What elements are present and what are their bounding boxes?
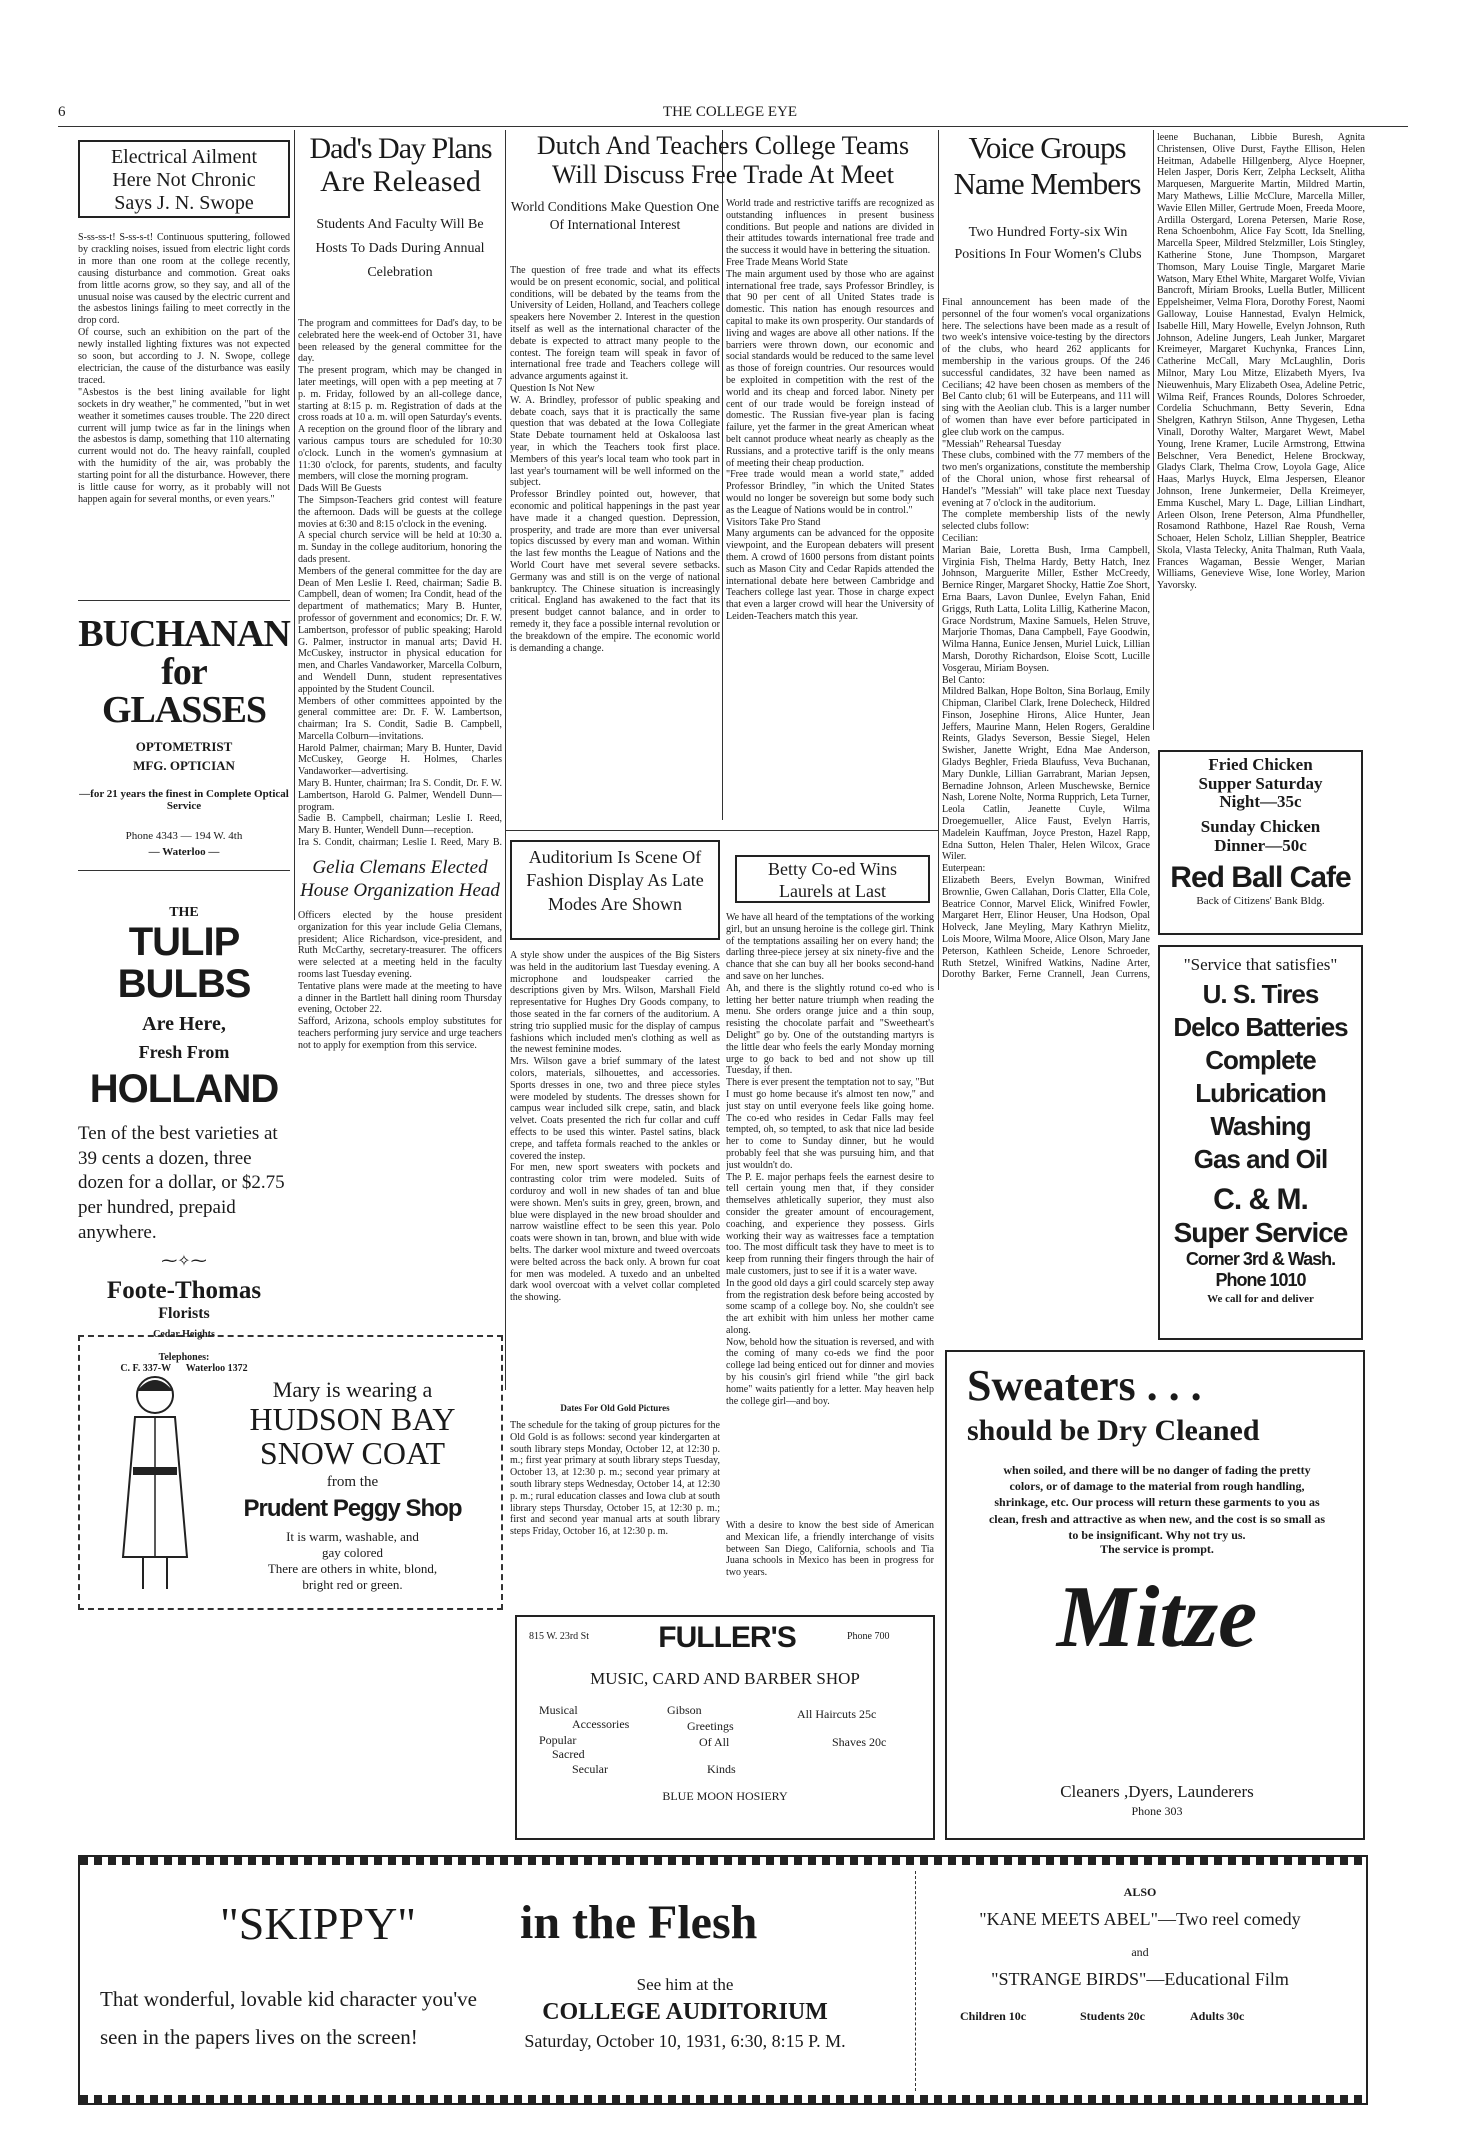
fullers-musical: Musical: [539, 1703, 578, 1717]
mitze-ad: [945, 1350, 1365, 1840]
buchanan-l1: OPTOMETRIST: [135, 739, 233, 754]
betty-headline: [735, 855, 930, 903]
fullers-ofall: Of All: [699, 1735, 730, 1749]
cm-addr: Corner 3rd & Wash.: [1185, 1248, 1336, 1269]
cm-l1: U. S. Tires: [1202, 978, 1319, 1009]
tulip-firm: Foote-Thomas: [106, 1277, 262, 1305]
cm-name: C. & M.: [1213, 1182, 1308, 1216]
skippy-also: ALSO: [1123, 1885, 1157, 1899]
oldgold-body: The schedule for the taking of group pictures for the Old Gold is as follows: second year kindergarten at south library steps Monday, October 12, at 12:30 p. m.; first year primary at south library steps Tuesday, October 13, at 12:30 p. m.; second year primary at south library steps Wednesday, October 14, at 12:30 p. m.; rural education classes and Iowa club at south library steps Thursday, October 15, at 12:30 p. m.; first and second year manual arts at south library steps Friday, October 16, at 12:30 p. m.: [510, 1420, 720, 1538]
fullers-phone: Phone 700: [847, 1631, 890, 1642]
electrical-h1: Electrical Ailment: [110, 146, 258, 168]
buchanan-l3: —for 21 years the finest in Complete Optical Service: [79, 788, 289, 812]
tulip-title: TULIP BULBS: [117, 920, 251, 1006]
hudson-l1: Mary is wearing a: [272, 1377, 433, 1402]
cm-call: We call for and deliver: [1207, 1292, 1314, 1305]
skippy-students: Students 20c: [1080, 2009, 1146, 2023]
voice-h1: Voice Groups: [968, 130, 1126, 165]
dutch-sub: World Conditions Make Question One Of International Interest: [510, 199, 720, 233]
oldgold-title: Dates For Old Gold Pictures: [560, 1403, 670, 1413]
redball-l1: Fried Chicken: [1208, 755, 1313, 774]
tulip-ad: THE TULIP BULBS Are Here, Fresh From HOLLAND Ten of the best varieties at 39 cents a dozen, three dozen for a dollar, or $2.75 per hundred, prepaid anywhere. ⁓✧⁓ Foote-Thomas Florists Cedar Heights Telephones: C. F. 337-W Waterloo 1372: [78, 905, 290, 1295]
dads-body: The program and committees for Dad's day, to be celebrated here the week-end of October 31, have been released by the general committee for the day. The present program, which may be changed in later meetings, will open with a pep meeting at 7 p. m. Friday, followed by an all-college dance, starting at 8:15 p. m. Registration of dads at the cross roads at 10 a. m. will open Saturday's events. A reception on the ground floor of the library and various campus tours are scheduled for 10:30 o'clock. Lunch in the women's gymnasium at 11:30 o'clock, for parents, students, and faculty members, will close the morning program. Dads Will Be Guests The Simpson-Teachers grid contest will feature the afternoon. Dads will be guests at the college movies at 6:30 and 8:15 o'clock in the evening. A special church service will be held at 10:30 a. m. Sunday in the college auditorium, honoring the dads present. Members of the general committee for the day are Dean of Men Leslie I. Reed, chairman; Sadie B. Campbell, dean of women; Ira Condit, head of the department of mathematics; Mary B. Hunter, professor of government and economics; Dr. F. W. Lambertson, professor of public speaking; Harold G. Palmer, instructor in manual arts; David H. McCuskey, instructor in physical education for men, and Charles Vandaworker, Marcella Colburn, and Wendell Dunn, student representatives appointed by the Student Council. Members of other committees appointed by the general committee are: Dr. F. W. Lambertson, chairman; Ira S. Condit, Sadie B. Campbell, Marcella Colburn—invitations. Harold Palmer, chairman; Mary B. Hunter, David McCuskey, George H. Holmes, Charles Vandaworker—advertising. Mary B. Hunter, chairman; Ira S. Condit, Dr. F. W. Lambertson, Harold G. Palmer, Wendell Dunn—program. Sadie B. Campbell, chairman; Leslie I. Reed, Mary B. Hunter, Wendell Dunn—reception. Ira S. Condit, chairman; Leslie I. Reed, Mary B.: [298, 318, 502, 848]
hudson-b1: It is warm, washable, and: [286, 1529, 419, 1545]
cm-l3: Complete: [1205, 1044, 1316, 1075]
tulip-the: THE: [169, 905, 199, 920]
fullers-addr: 815 W. 23rd St: [529, 1631, 590, 1642]
fullers-secular: Secular: [572, 1762, 608, 1776]
hudson-l3: SNOW COAT: [259, 1434, 446, 1471]
fullers-accessories: Accessories: [572, 1717, 630, 1731]
cm-svc: Super Service: [1173, 1216, 1348, 1248]
cm-phone: Phone 1010: [1215, 1269, 1306, 1290]
fullers-kinds: Kinds: [707, 1762, 736, 1776]
redball-ad: [1158, 750, 1363, 935]
tulip-are: Are Here,: [142, 1013, 226, 1035]
mitze-tag: Cleaners ,Dyers, Launderers: [1060, 1782, 1254, 1801]
hudson-b2: gay colored: [321, 1545, 383, 1561]
cm-l4: Lubrication: [1195, 1077, 1326, 1108]
electrical-h3: Says J. N. Swope: [114, 192, 254, 214]
mitze-body: when soiled, and there will be no danger of fading the pretty colors, or of damage to the material from rough handling, shrinkage, etc. Our process will return these garments to you as clean, fresh and attractive as when new, and the cost is so small as to be insignificant. Why not try us.: [988, 1463, 1326, 1542]
tulip-holland: HOLLAND: [89, 1067, 279, 1111]
auditorium-h3: Modes Are Shown: [548, 893, 682, 914]
mitze-logo: Mitze: [1056, 1569, 1258, 1666]
dutch-body-1: The question of free trade and what its effects would be on present economic, social, and political conditions, will be debated by the teams from the University of Leiden, Holland, and Teachers college speakers here November 2. Interest in the question itself as well as the international character of the debate is expected to attract many people to the contest. The foreign team will speak in favor of international free trade and Teachers college will advance arguments against it. Question Is Not New W. A. Brindley, professor of public speaking and debate coach, says that it is practically the same question that was debated at the Iowa Collegiate State Debate tournament held at Oskaloosa last year, in which the Teachers took first place. Members of this year's local team who took part in last year's tournament will be well informed on the subject. Professor Brindley pointed out, however, that economic and political happenings in the past year have made it a changed question. Depression, prosperity, and trade are more than ever universal topics discussed by every man and woman. Within the last few months the League of Nations and the World Court have met several severe setbacks. Germany was and still is on the verge of national bankruptcy. The Chinese situation is increasingly critical. England has awakened to the fact that its present budget cannot balance, and in order to remedy it, they face a possible internal revolution or the breakdown of the empire. The economic world is demanding a change.: [510, 265, 720, 654]
hudson-l2: HUDSON BAY: [249, 1401, 456, 1437]
dutch-body-2: World trade and restrictive tariffs are recognized as outstanding influences in present business conditions. But people and nations are divided in their attitudes towards international free trade and the success it would have in bettering the situation. Free Trade Means World State The main argument used by those who are against international free trade, says Professor Brindley, is that 90 per cent of all United States trade is domestic. This nation has enough resources and capital to make its own prosperity. Our standards of living and wages are above all other nations. If the barriers were thrown down, our economic and social standards would be reduced to the same level as those of foreign countries. Our resources would be exploited in competition with the rest of the world and its cheap and forced labor. Ninety per cent of our trade would be foreign instead of domestic. The Russian five-year plan is facing failure, yet the farmer in the great American wheat belt cannot produce wheat nearly as cheaply as the Russians, and a protective tariff is the only means of meeting their cheap production. "Free trade would mean a world state," added Professor Brindley, "in which the United States would no longer be sovereign but some body such as the League of Nations would be in control." Visitors Take Pro Stand Many arguments can be advanced for the opposite viewpoint, and the European debaters will present them. A crowd of 1600 persons from distant points such as Mason City and Cedar Rapids attended the international debate here between Cambridge and Teachers college last year. Those in charge expect that even a larger crowd will hear the University of Leiden-Teachers match this year.: [726, 198, 934, 622]
skippy-see: See him at the: [636, 1975, 734, 1994]
cm-ad: [1158, 945, 1363, 1340]
fullers-hosiery: BLUE MOON HOSIERY: [662, 1789, 788, 1803]
hudson-ad: [78, 1335, 503, 1610]
skippy-flesh: in the Flesh: [520, 1896, 758, 1949]
paper-title: THE COLLEGE EYE: [662, 104, 798, 120]
auditorium-h2: Fashion Display As Late: [526, 870, 704, 891]
gelia-h1: Gelia Clemans Elected: [312, 857, 488, 878]
dads-sub: Students And Faculty Will Be Hosts To Dads During Annual Celebration: [315, 217, 485, 280]
gelia-body: Officers elected by the house president organization for this year include Gelia Clemans, president; Alice Richardson, vice-president, and Ruth McCarthy, secretary-treasurer. The officers were selected at a meeting held in the faculty rooms last Tuesday evening. Tentative plans were made at the meeting to have a dinner in the Bartlett hall dining room Thursday evening, October 22. Safford, Arizona, schools employ substitutes for teachers performing jury service and urge teachers not to apply for exemption from this service.: [298, 910, 502, 1051]
hudson-l4: from the: [326, 1474, 379, 1491]
fullers-shaves: Shaves 20c: [832, 1735, 887, 1749]
buchanan-ad: [78, 615, 290, 870]
tulip-tel: Telephones:: [158, 1352, 210, 1364]
electrical-h2: Here Not Chronic: [112, 169, 256, 191]
skippy-l1: That wonderful, lovable kid character you've: [100, 1987, 477, 2011]
dutch-h2: Will Discuss Free Trade At Meet: [552, 159, 894, 189]
mitze-phone: Phone 303: [1131, 1804, 1183, 1818]
electrical-headline: [78, 140, 290, 218]
buchanan-logo: BUCHANAN for GLASSES: [78, 613, 290, 731]
skippy-title: "SKIPPY": [220, 1898, 417, 1949]
redball-name: Red Ball Cafe: [1170, 861, 1351, 895]
skippy-kane: "KANE MEETS ABEL"—Two reel comedy: [979, 1909, 1301, 1929]
page-number: 6: [58, 104, 66, 120]
fullers-sub: MUSIC, CARD AND BARBER SHOP: [590, 1669, 860, 1688]
skippy-birds: "STRANGE BIRDS"—Educational Film: [991, 1969, 1289, 1989]
fullers-gibson: Gibson: [667, 1703, 702, 1717]
mitze-h2: should be Dry Cleaned: [967, 1414, 1260, 1447]
hudson-shop: Prudent Peggy Shop: [243, 1495, 462, 1523]
voice-sub: Two Hundred Forty-six Win Positions In Four Women's Clubs: [954, 225, 1142, 262]
skippy-aud: COLLEGE AUDITORIUM: [542, 1999, 828, 2025]
voice-headline: [942, 130, 1152, 201]
gelia-h2: House Organization Head: [300, 879, 500, 901]
buchanan-phone: Phone 4343 — 194 W. 4th: [125, 830, 243, 842]
dutch-h1: Dutch And Teachers College Teams: [536, 131, 910, 160]
cm-l6: Gas and Oil: [1193, 1143, 1328, 1174]
redball-addr: Back of Citizens' Bank Bldg.: [1196, 895, 1325, 908]
skippy-and: and: [1131, 1945, 1149, 1959]
hudson-b3: There are others in white, blond,: [267, 1561, 438, 1577]
fullers-ad: [515, 1615, 935, 1840]
dads-headline: [298, 134, 503, 206]
cm-l5: Washing: [1210, 1110, 1311, 1141]
redball-l2: Supper Saturday: [1198, 773, 1323, 793]
betty-body-2: With a desire to know the best side of American and Mexican life, a friendly interchange of visits between San Diego, California, schools and Tia Juana schools in Mexico has been in progress for two years.: [726, 1520, 934, 1579]
voice-h2: Name Members: [953, 165, 1141, 201]
tulip-tel2: C. F. 337-W Waterloo 1372: [120, 1363, 248, 1375]
fullers-sacred: Sacred: [552, 1747, 585, 1761]
voice-body: Final announcement has been made of the personnel of the four women's vocal organizations here. The selections have been made as a result of two week's intensive voice-testing by the directors of the clubs, who heard 262 applicants for membership in the various groups. Of the 246 successful candidates, 32 have been named as Cecilians; 42 have been chosen as members of the Bel Canto club; 61 will be Euterpeans, and 111 will sing with the Aeolian club. This is a larger number of women than have ever before participated in glee club work on the campus. "Messiah" Rehearsal Tuesday These clubs, combined with the 77 members of the two men's organizations, constitute the membership of the Choral union, whose first rehearsal of Handel's "Messiah" will take place next Tuesday evening at 7 o'clock in the auditorium. The complete membership lists of the newly selected clubs follow: Cecilian: Marian Baie, Loretta Bush, Irma Campbell, Virginia Fish, Thelma Hardy, Betty Hatch, Inez Johnson, Marguerite Miller, Esther McCreedy, Bernice Ringer, Margaret Shocky, Hattie Zoe Short, Erna Baars, Lavon Dunlee, Evelyn Fahan, Enid Griggs, Ruth Latta, Lolita Lillig, Katherine Macon, Grace Nordstrum, Maxine Samuels, Helen Struve, Marjorie Thomas, Dana Campbell, Faye Goodwin, Wilma Hanna, Eunice Jensen, Muriel Luick, Lillian Marsh, Dorothy Richardson, Eloise Scott, Lucille Vosgerau, Miriam Boysen. Bel Canto: Mildred Balkan, Hope Bolton, Sina Borlaug, Emily Chipman, Claribel Clark, Irene Dolecheck, Hildred Finson, Josephine Hirons, Alice Hunter, Jean Jeffers, Maurine Mann, Helen Rogers, Geraldine Reints, Gladys Severson, Bessie Siegel, Helen Swisher, Janette Wright, Edna Mae Anderson, Gladys Beghler, Frieda Blaufuss, Veva Buchanan, Mary Dunkle, Lillian Garrabrant, Marian Jepsen, Bernadine Johnson, Arleen Muschewske, Bernice Nash, Lorene Nolte, Norma Rupprich, Leta Turner, Leola Catlin, Jeanette Cuyle, Wilma Droegemueller, Alice Faust, Evelyn Harris, Madelein Kauffman, Joyce Preston, Hazel Rapp, Edna Sutton, Helen Thaler, Helen Wilcox, Grace Wiler. Euterpean: Elizabeth Beers, Evelyn Bowman, Winifred Brownlie, Gwen Callahan, Doris Clatter, Ella Cole, Beatrice Connor, Marvel Elick, Winifred Fowler, Margaret Herr, Elinor Heuser, Una Hodson, Opal Holveck, Jane Meyling, Mary Kathryn Mielitz, Lois Moore, Wilma Moore, Alice Olson, Mary Jane Peterson, Kathleen Scheide, Lenore Schroeder, Ruth Stetzel, Winifred Watkins, Nadine Arter, Dorothy Barker, Ferne Crannell, Jean Currens,: [942, 297, 1150, 981]
betty-h2: Laurels at Last: [779, 880, 886, 901]
buchanan-city: — Waterloo —: [148, 846, 220, 858]
tulip-body: Ten of the best varieties at 39 cents a dozen, three dozen for a dollar, or $2.75 per hundred, prepaid anywhere.: [78, 1123, 285, 1243]
gelia-headline: [298, 857, 502, 903]
tulip-florists: Florists: [158, 1305, 210, 1323]
auditorium-h1: Auditorium Is Scene Of: [528, 847, 702, 867]
dads-h1: Dad's Day Plans: [309, 132, 492, 165]
auditorium-headline: [510, 840, 720, 940]
cm-l2: Delco Batteries: [1173, 1011, 1348, 1042]
auditorium-body: A style show under the auspices of the Big Sisters was held in the auditorium last Tuesday evening. A microphone and loudspeaker carried the descriptions given by Mrs. Wilson, Marshall Field representative for Hughes Dry Goods company, to those seated in the far corners of the auditorium. A string trio supplied music for the display of campus fashions which included men's clothing as well as the newest feminine modes. Mrs. Wilson gave a brief summary of the latest colors, materials, silhouettes, and accessories. Sports dresses in one, two and three piece styles were modeled by students. The dresses shown for campus wear included silk crepe, satin, and black velvet. Coats presented the rich fur collar and cuff effects to be used this winter. Pastel satins, black crepe, and taffeta formals reached to the ankles or covered the instep. For men, new sport sweaters with pockets and contrasting color trim were modeled. Suits of corduroy and woll in new shades of tan and blue were shown. Men's suits in grey, green, brown, and blue were displayed in the new broad shoulder and narrow waistline effect to be seen this year. Polo coats were shown in tan, brown, and blue with wide belts. The darker wool mixture and tweed overcoats were belted across the back only. A brown fur coat for men was modeled. A tuxedo and an unbelted dark wool overcoat with a velvet collar completed the showing.: [510, 950, 720, 1304]
girl-illustration-icon: [105, 1367, 205, 1597]
fullers-greetings: Greetings: [687, 1719, 734, 1733]
dads-h2: Are Released: [320, 165, 481, 198]
buchanan-l2: MFG. OPTICIAN: [133, 758, 235, 773]
electrical-body: S-ss-ss-t! S-ss-s-t! Continuous sputtering, followed by crackling noises, issued from electric light cords in more than one room at the college recently, causing disturbance and commotion. Great oaks from little acorns grow, so they say, and all of the unusual noise was caused by the electric current and the asbestos linings failing to meet correctly in the drop cord. Of course, such an exhibition on the part of the newly installed lighting fixtures was not expected so soon, but according to J. N. Swope, college electrician, the cause of the disturbance was easily traced. "Asbestos is the best lining available for light sockets in dry weather," he commented, "but in wet weather it sometimes causes trouble. The 220 direct current will jump twice as far in the linings when the asbestos is damp, something that 110 alternating current would not do. The heavy rainfall, coupled with the humidity of the air, was probably the starting point for all the disturbance. However, there is little cause for worry, as it probably will not happen again for several months, or even years.": [78, 232, 290, 505]
cm-quote: "Service that satisfies": [1183, 955, 1338, 974]
fullers-popular: Popular: [539, 1733, 577, 1747]
dutch-headline: [508, 132, 938, 189]
betty-body: We have all heard of the temptations of the working girl, but an unsung heroine is the college girl. Think of the temptations assailing her on every hand; the darling three-piece jersey at six ninety-five and the chance that she can buy all her books second-hand and save on her lunches. Ah, and there is the slightly rotund co-ed who is letting her better nature triumph when reading the menu. She orders orange juice and a thin soup, resisting the chocolate parfait and "Sweetheart's Delight" go by. One of the outstanding martyrs is the little dear who feels the early Monday morning urge to go back to bed and not show up till Tuesday, if then. There is ever present the temptation not to say, "But I must go home because it's almost ten now," and just stay on until everyone feels like going home. The co-ed who resides in Cedar Falls may feel tempted, oh, so tempted, to ask that nice lad beside her to come to Sunday dinner, but he would probably feel that she was pursuing him, and that just wouldn't do. The P. E. major perhaps feels the earnest desire to tell certain young men that, if they consider themselves athletically superior, they must also consider the greater amount of encouragement, coaching, and experience they possess. Girls working their way as waitresses face a temptation too. The most difficult task they have to meet is to keep from running their fingers through the hair of male customers, just to see if it is a water wave. In the good old days a girl could scarcely step away from the registration desk before being accosted by some scamp of a college boy. No, she couldn't see the art exhibit with him unless her mother came along. Now, behold how the situation is reversed, and with the coming of many co-eds we find the poor college lad being enticed out for dinner and movies by his cousin's girl friend while "the girl back home" waits patiently for a letter. May heaven help the college girl—and boy.: [726, 912, 934, 1407]
redball-l4: Sunday Chicken: [1200, 817, 1321, 837]
betty-h1: Betty Co-ed Wins: [768, 859, 897, 879]
voice-body-2: leene Buchanan, Libbie Buresh, Agnita Christensen, Olive Durst, Faythe Ellison, Helen Heitman, Adabelle Hillgenberg, Alyce Hoepner, Helen Jasper, Doris Kerr, Zelpha Leckselt, Alitha Marquesen, Marguerite Martin, Mildred Martin, Mary Mathews, Lillie McClure, Marcella Miller, Wavie Ellen Miller, Gertrude Moen, Freeda Moore, Ardilla Ostergard, Lorena Petersen, Marie Rose, Rena Schoenbohm, Alice Fay Scott, Ida Snelling, Marcella Speer, Mildred Stelzmiller, Lois Stingley, Katherine Stone, June Thompson, Margaret Thomson, Mary Louise Tingle, Margaret Marie Watson, Mary Ethel White, Margaret Wolfe, Vivian Bancroft, Miriam Brooks, Luella Butler, Millicent Eppelsheimer, Velma Flora, Dorothy Forest, Naomi Galloway, Louise Hannestad, Evalyn Helmick, Isabelle Hill, Mary Howelle, Evelyn Johnson, Ruth Johnson, Adeline Jungers, Leah Junker, Margaret Kreimeyer, Margaret Kuchynka, Frances Linn, Catherine McCall, Mary McLaughlin, Doris Milnor, Mary Lou Mitze, Elizabeth Myers, Iva Nieuwenhuis, Mary Elizabeth Osea, Adeline Petric, Wilma Reif, Frances Rounds, Dolores Schroeder, Cordelia Schuchmann, Betty Severin, Edna Shelgren, Kathryn Stilson, Anne Thygesen, Letha Vinall, Dorothy Walter, Margaret Wewt, Mabel Young, Irene Kramer, Lucile Armstrong, Ettwina Belschner, Vera Benedict, Helene Brockway, Gladys Clark, Thelma Crow, Loyola Gage, Alice Haas, Marlys Huyck, Elma Jespersen, Eleanor Johnson, Irene Junkermeier, Della Kreimeyer, Emma Kuschel, Mary L. Dage, Lillian Lindhart, Arleen Olson, Irene Peterson, Alma Pfundheller, Rosamond Rathbone, Hazel Rae Roush, Verna Schoaer, Helen Scholz, Lillian Sheppler, Beatrice Skola, Vlasta Telecky, Anita Thalman, Ruth Vaala, Frances Wagaman, Bessie Wenger, Marian Williams, Genevieve Wise, Ione Worley, Marion Yavorsky.: [1157, 132, 1365, 592]
skippy-date: Saturday, October 10, 1931, 6:30, 8:15 P. M.: [524, 2031, 846, 2051]
skippy-l2: seen in the papers lives on the screen!: [100, 2025, 418, 2049]
redball-l3: Night—35c: [1219, 792, 1302, 812]
redball-l5: Dinner—50c: [1214, 835, 1307, 855]
fullers-haircuts: All Haircuts 25c: [797, 1707, 877, 1721]
fullers-name: FULLER'S: [658, 1621, 796, 1654]
skippy-banner: [78, 1855, 1368, 2105]
hudson-b4: bright red or green.: [302, 1577, 403, 1593]
mitze-prompt: The service is prompt.: [1100, 1542, 1214, 1556]
mitze-h1: Sweaters . . .: [967, 1361, 1202, 1410]
tulip-fresh: Fresh From: [138, 1042, 230, 1062]
skippy-adults: Adults 30c: [1190, 2009, 1245, 2023]
skippy-children: Children 10c: [960, 2009, 1027, 2023]
tulip-addr: Cedar Heights: [153, 1329, 215, 1341]
